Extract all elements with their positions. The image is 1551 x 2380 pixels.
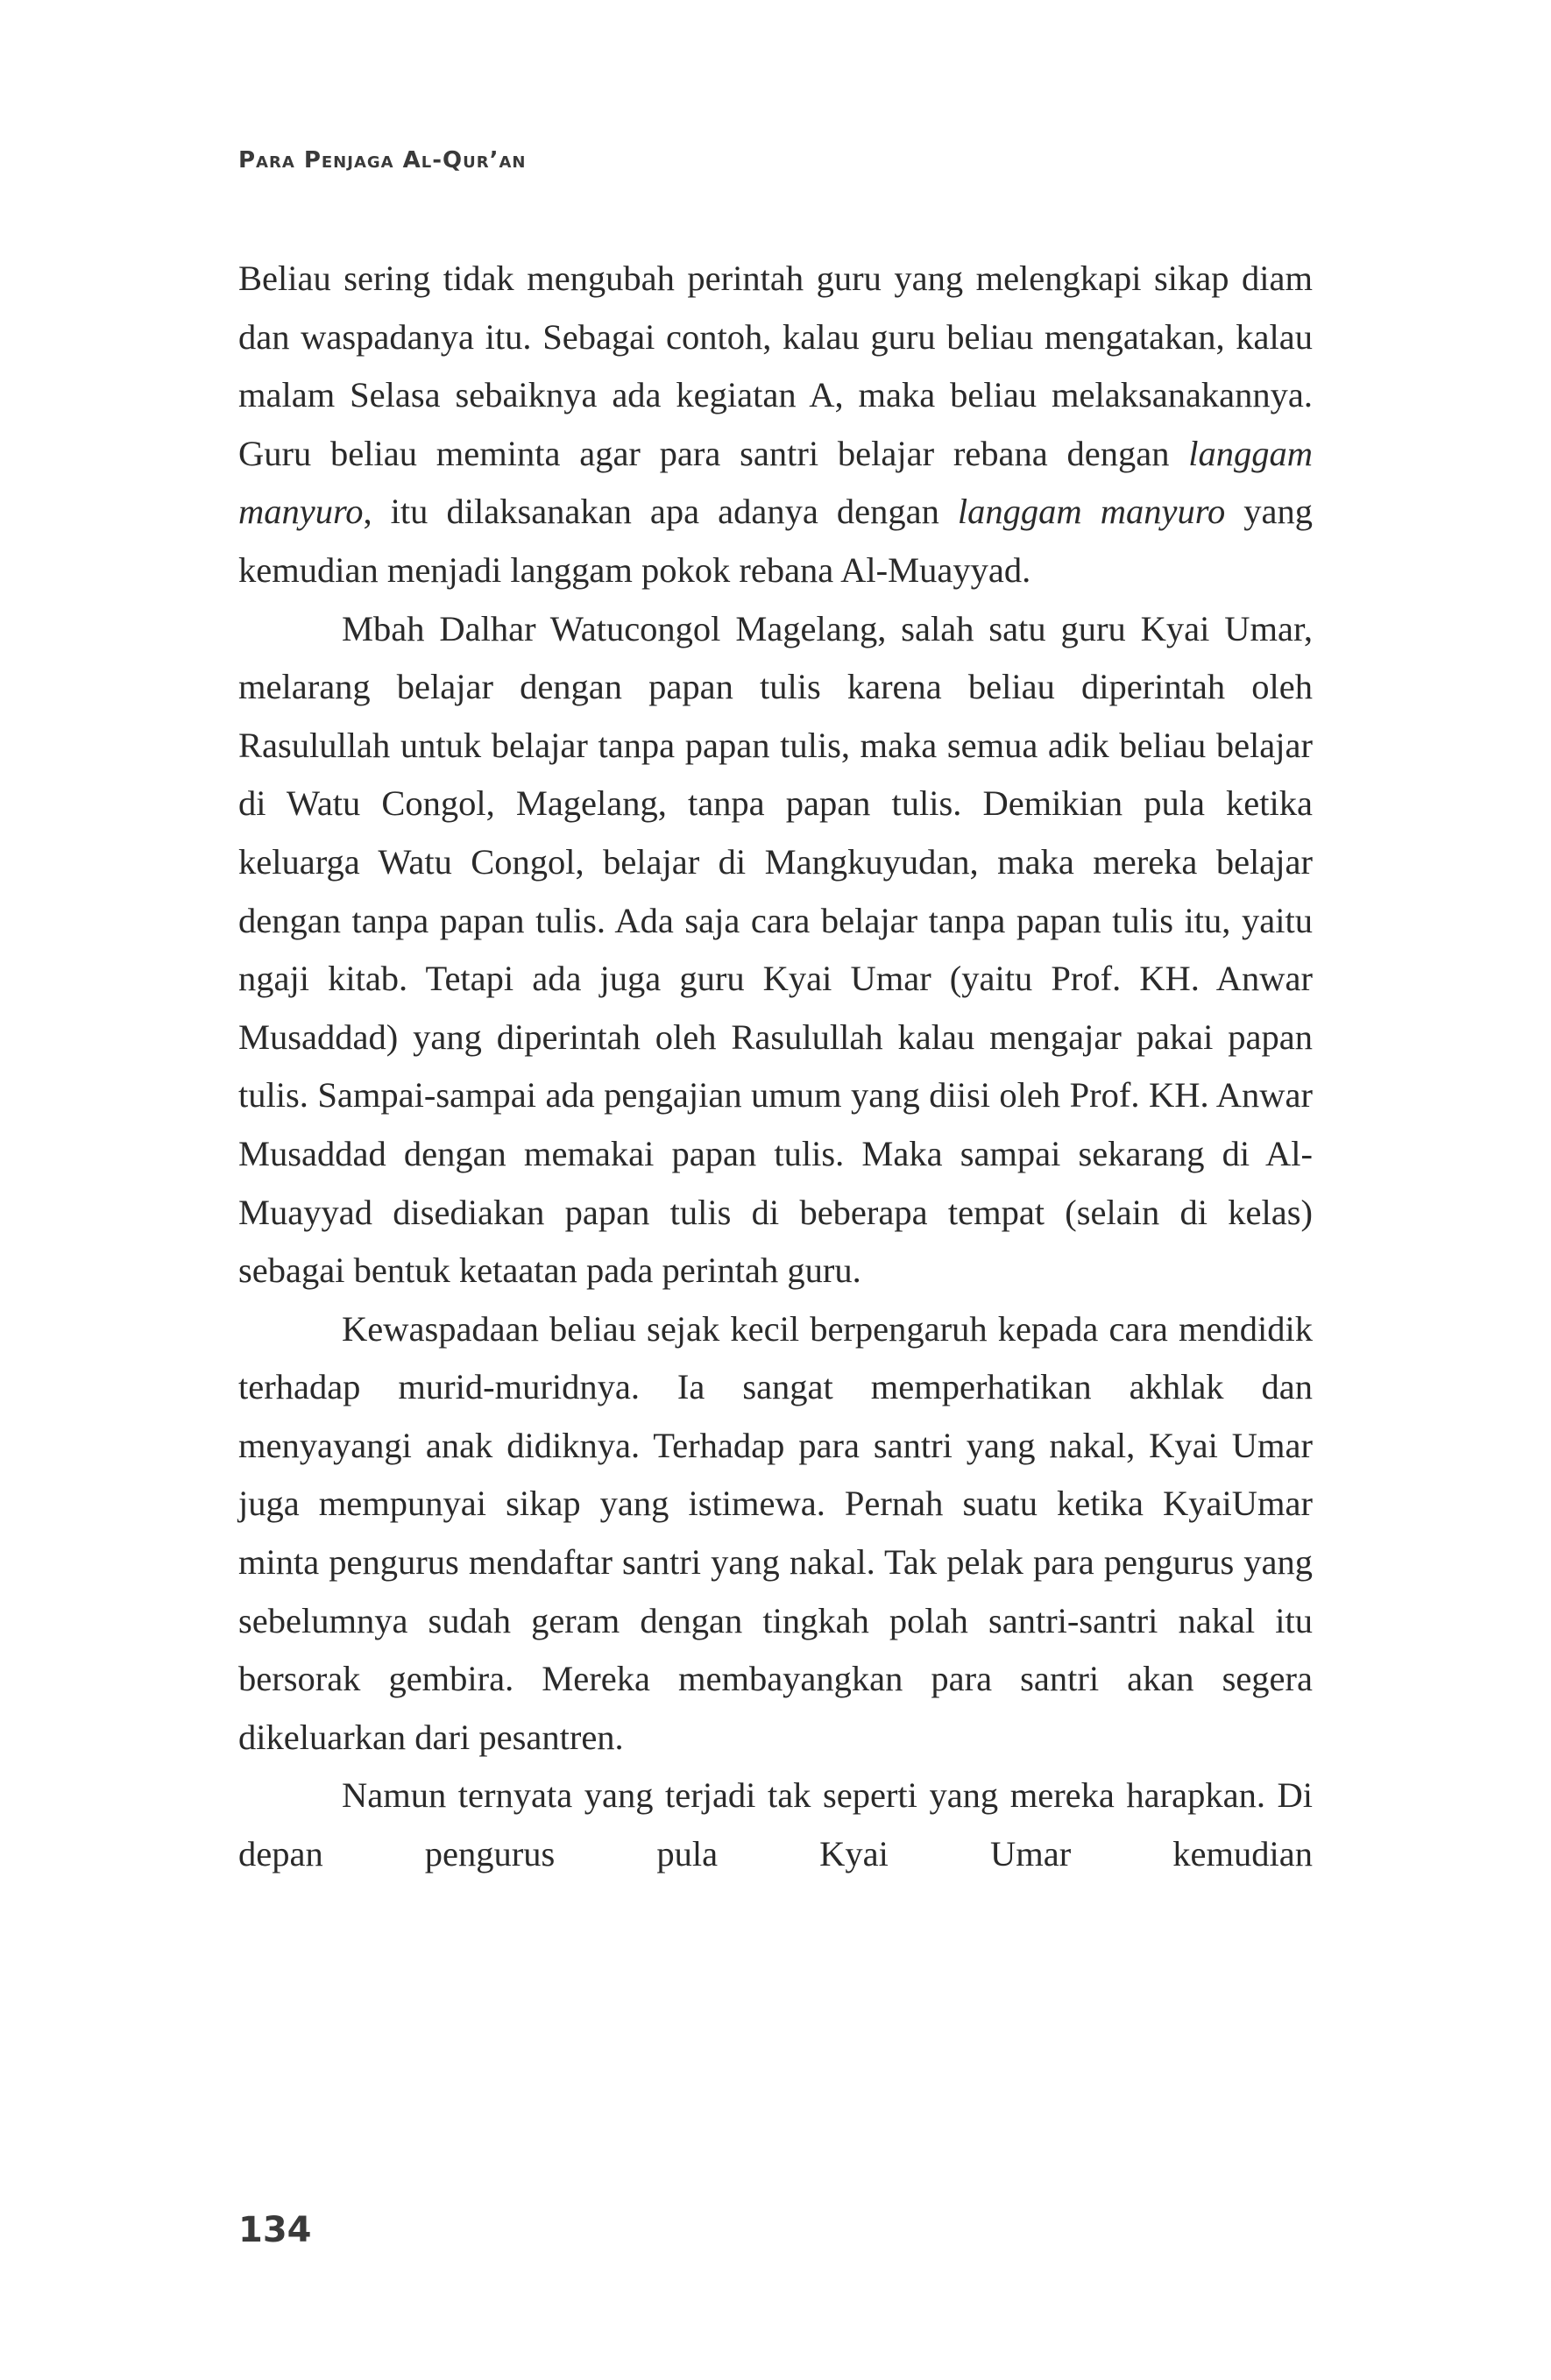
text-segment: Mbah Dalhar Watucongol Magelang, salah satu guru Kyai Umar, melarang belajar dengan papan tulis karena beliau diperintah oleh Rasulullah untuk belajar tanpa papan tulis, maka semua adik beliau belajar di Watu Congol, Magelang, tanpa papan tulis. Demikian pula ketika keluarga Watu Congol, belajar di Mangkuyudan, maka mereka belajar dengan tanpa papan tulis. Ada saja cara belajar tanpa papan tulis itu, yaitu ngaji kitab. Tetapi ada juga guru Kyai Umar (yaitu Prof. KH. Anwar Musaddad) yang diperintah oleh Rasulullah kalau mengajar pakai papan tulis. Sampai-sampai ada pengajian umum yang diisi oleh Prof. KH. Anwar Musaddad dengan memakai papan tulis. Maka sampai sekarang di Al-Muayyad disediakan papan tulis di beberapa tempat (selain di kelas) sebagai bentuk ketaatan pada perintah guru. xyxy=(238,608,1313,1291)
paragraph xyxy=(238,1767,1313,1883)
body-text xyxy=(238,250,1313,1884)
paragraph xyxy=(238,600,1313,1300)
text-segment: yang kemudian menjadi langgam pokok rebana Al-Muayyad. xyxy=(238,492,1313,590)
text-segment: Beliau sering tidak mengubah perintah guru yang melengkapi sikap diam dan waspadanya itu. Sebagai contoh, kalau guru beliau mengatakan, kalau malam Selasa sebaiknya ada kegiatan A, maka beliau melaksanakannya. Guru beliau meminta agar para santri belajar rebana dengan xyxy=(238,259,1313,473)
paragraph xyxy=(238,1300,1313,1767)
running-head: Para Penjaga Al-Qur’an xyxy=(238,147,527,174)
text-segment: Kewaspadaan beliau sejak kecil berpengaruh kepada cara mendidik terhadap murid-muridnya. Ia sangat memperhatikan akhlak dan menyayangi anak didiknya. Terhadap para santri yang nakal, Kyai Umar juga mempunyai sikap yang istimewa. Pernah suatu ketika KyaiUmar minta pengurus mendaftar santri yang nakal. Tak pelak para pengurus yang sebelumnya sudah geram dengan tingkah polah santri-santri nakal itu bersorak gembira. Mereka membayangkan para santri akan segera dikeluarkan dari pesantren. xyxy=(238,1308,1313,1757)
page-number: 134 xyxy=(238,2210,312,2250)
italic-term: langgam manyuro xyxy=(957,492,1226,532)
text-segment: Namun ternyata yang terjadi tak seperti yang mereka harapkan. Di depan pengurus pula Kyai Umar kemudian xyxy=(238,1775,1313,1874)
paragraph xyxy=(238,250,1313,600)
italic-term: langgam manyuro xyxy=(238,433,1313,532)
text-segment: , itu dilaksanakan apa adanya dengan xyxy=(363,492,958,532)
